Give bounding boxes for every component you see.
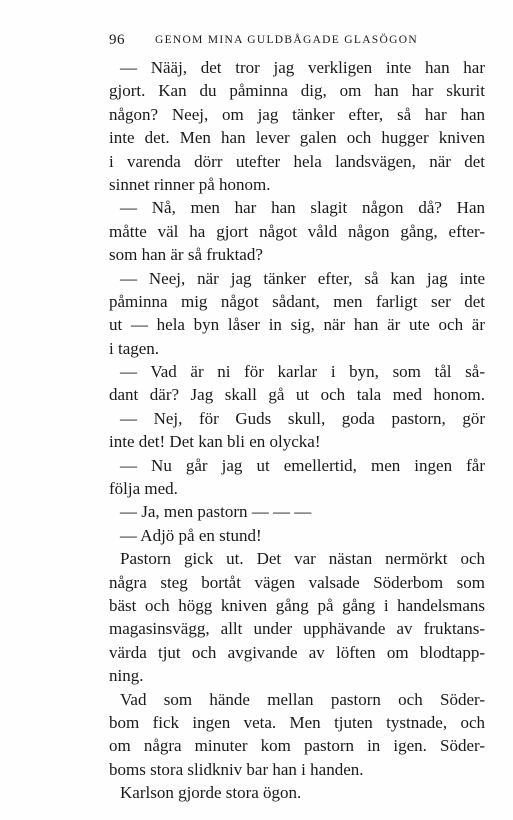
page-number: 96 (109, 32, 125, 48)
text-line: magasinsvägg, allt under upphävande av fruktans- (109, 619, 485, 639)
text-line: — Nå, men har han slagit någon då? Han (120, 198, 485, 218)
text-line: följa med. (109, 479, 178, 499)
running-head: GENOM MINA GULDBÅGADE GLASÖGON (155, 34, 418, 46)
text-line: inte det! Det kan bli en olycka! (109, 432, 321, 452)
text-line: som han är så fruktad? (109, 245, 263, 265)
text-line: ut — hela byn låser in sig, när han är ute och är (109, 315, 485, 335)
text-line: boms stora slidkniv bar han i handen. (109, 759, 364, 779)
text-line: dant där? Jag skall gå ut och tala med honom. (109, 385, 485, 405)
text-line: bäst och högg kniven gång på gång i handelsmans (109, 595, 485, 615)
text-line: Karlson gjorde stora ögon. (120, 783, 302, 803)
text-line: Vad som hände mellan pastorn och Söder- (120, 689, 485, 709)
text-line: värda tjut och avgivande av löften om blodtapp- (109, 642, 485, 662)
text-line: Pastorn gick ut. Det var nästan nermörkt och (120, 549, 485, 569)
text-line: — Vad är ni för karlar i byn, som tål så- (120, 362, 485, 382)
text-line: några steg bortåt vägen valsade Söderbom som (109, 572, 485, 592)
text-line: påminna mig något sådant, men farligt ser det (109, 291, 485, 311)
page-header (109, 32, 495, 52)
text-line: i tagen. (109, 338, 160, 358)
text-line: måtte väl ha gjort något våld någon gång, efter- (109, 221, 485, 241)
text-line: sinnet rinner på honom. (109, 174, 271, 194)
text-line: — Nu går jag ut emellertid, men ingen får (120, 455, 485, 475)
text-line: inte det. Men han lever galen och hugger kniven (109, 128, 485, 148)
text-line: någon? Neej, om jag tänker efter, så har han (109, 104, 485, 124)
body-text (109, 56, 485, 805)
text-line: — Nääj, det tror jag verkligen inte han har (120, 58, 485, 77)
text-line: ning. (109, 666, 144, 686)
text-line: — Neej, när jag tänker efter, så kan jag inte (120, 268, 485, 288)
text-line: — Ja, men pastorn — — — (120, 502, 312, 522)
text-line: gjort. Kan du påminna dig, om han har skurit (109, 81, 485, 101)
text-line: bom fick ingen veta. Men tjuten tystnade, och (109, 712, 485, 732)
text-line: om några minuter kom pastorn in igen. Söder- (109, 736, 485, 756)
text-line: i varenda dörr utefter hela landsvägen, när det (109, 151, 485, 171)
text-line: — Nej, för Guds skull, goda pastorn, gör (120, 408, 485, 428)
text-line: — Adjö på en stund! (120, 525, 262, 545)
